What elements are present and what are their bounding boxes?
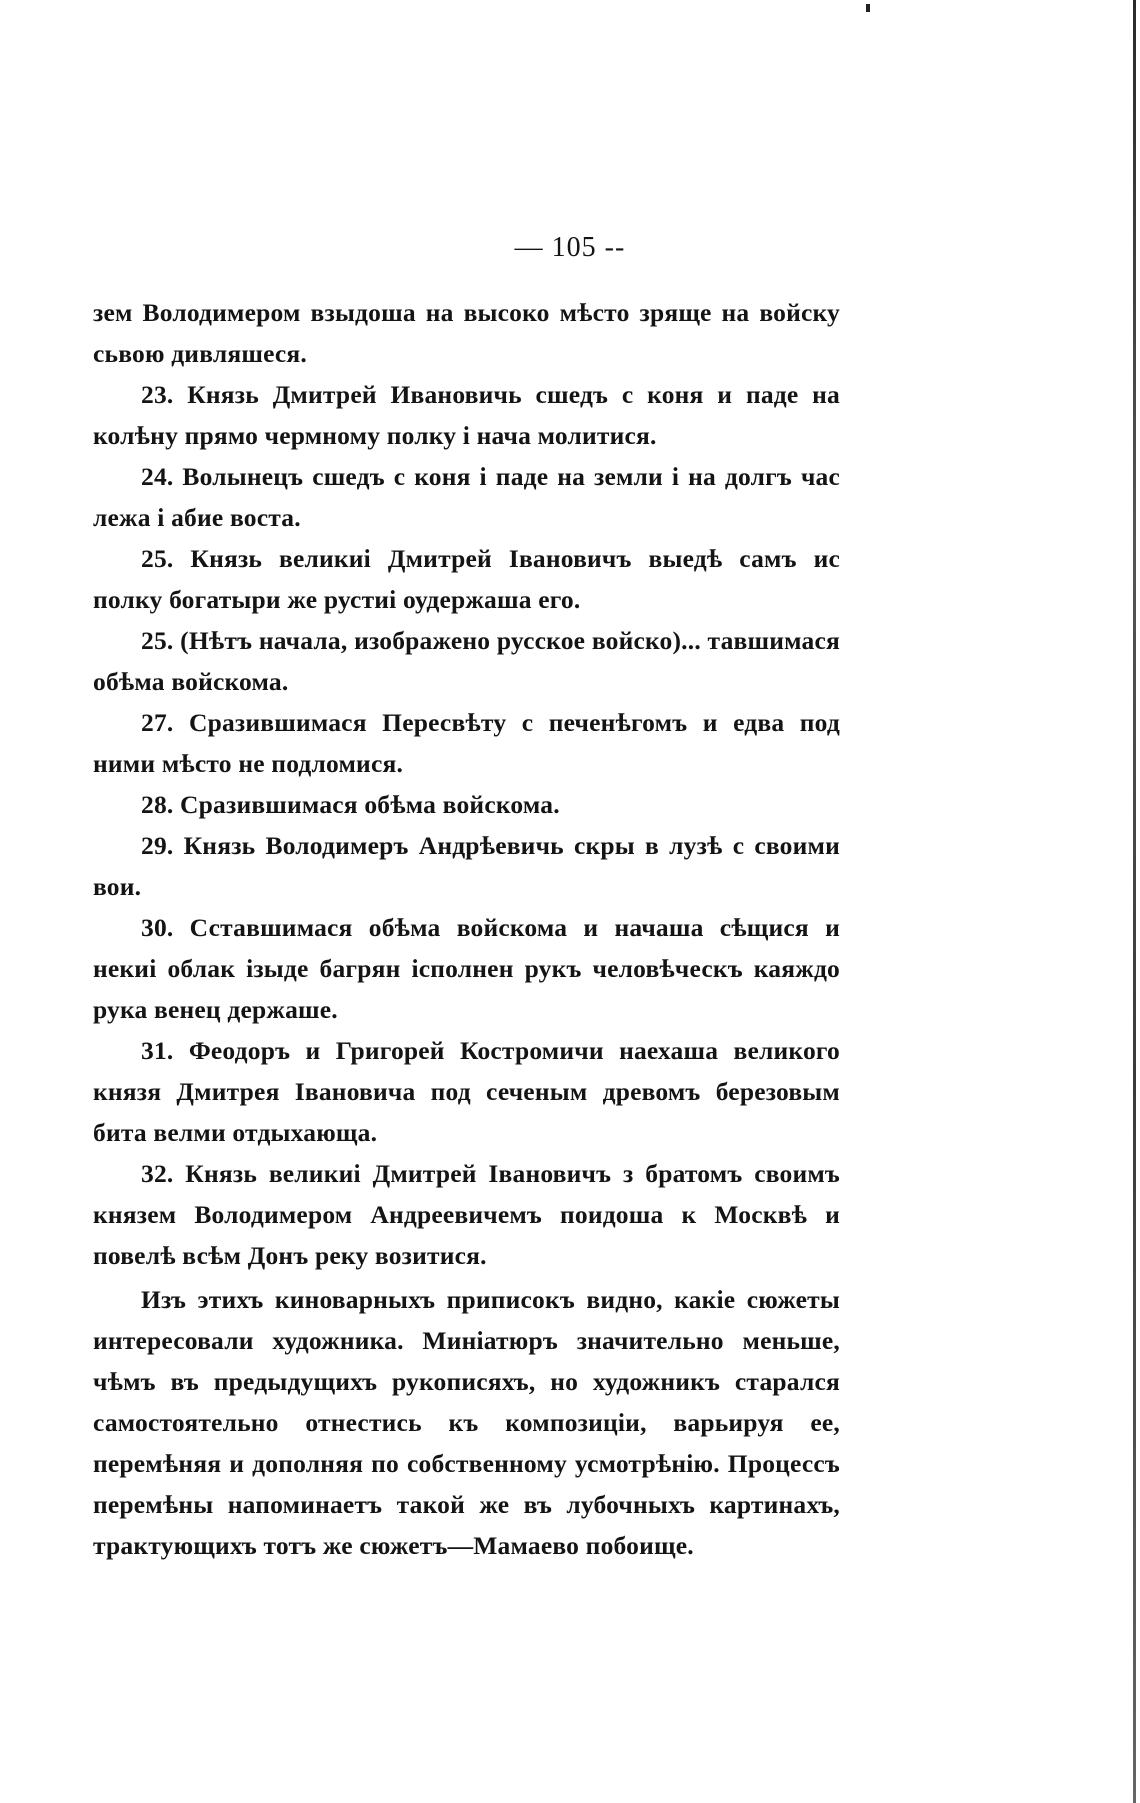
list-item-29: 29. Князь Володимеръ Андрѣевичь скры в лузѣ с своими вои.	[93, 831, 840, 901]
paragraph-continuation: зем Володимером взыдоша на высоко мѣсто зряще на войску сьвою дивляшеся.	[93, 298, 840, 368]
list-item-30: 30. Сставшимася обѣма войскома и начаша сѣщися и некиі облак ізыде багрян ісполнен рукъ человѣческъ каяждо рука венец держаше.	[93, 913, 840, 1024]
list-item-31: 31. Феодоръ и Григорей Костромичи наехаша великого князя Дмитрея Івановича под сеченым древомъ березовым бита велми отдыхающа.	[93, 1036, 840, 1147]
closing-paragraph: Изъ этихъ киноварныхъ приписокъ видно, какіе сюжеты интересовали художника. Миніатюръ значительно меньше, чѣмъ въ предыдущихъ рукописяхъ, но художникъ старался самостоятельно отнестись къ композиціи, варьируя ее, перемѣняя и дополняя по собственному усмотрѣнію. Процессъ перемѣны напоминаетъ такой же въ лубочныхъ картинахъ, трактующихъ тотъ же сюжетъ—Мамаево побоище.	[93, 1285, 840, 1560]
list-item-25b: 25. (Нѣтъ начала, изображено русское войско)... тавшимася обѣма войскома.	[93, 626, 840, 696]
list-item-24: 24. Волынецъ сшедъ с коня і паде на земли і на долгъ час лежа і абие воста.	[93, 462, 840, 532]
list-item-32: 32. Князь великиі Дмитрей Івановичъ з братомъ своимъ князем Володимером Андреевичемъ поидоша к Москвѣ и повелѣ всѣм Донъ реку возитися.	[93, 1159, 840, 1270]
list-item-23: 23. Князь Дмитрей Ивановичь сшедъ с коня и паде на колѣну прямо чермному полку і нача молитися.	[93, 380, 840, 450]
body-text	[93, 292, 840, 1566]
page-number: — 105 --	[514, 232, 626, 263]
list-item-28: 28. Сразившимася обѣма войскома.	[141, 790, 560, 819]
list-item-25: 25. Князь великиі Дмитрей Івановичъ выедѣ самъ ис полку богатыри же рустиі оудержаша его.	[93, 544, 840, 614]
scan-edge-shadow	[1133, 0, 1136, 1803]
scan-artifact-mark	[866, 4, 870, 12]
list-item-27: 27. Сразившимася Пересвѣту с печенѣгомъ и едва под ними мѣсто не подломися.	[93, 708, 840, 778]
